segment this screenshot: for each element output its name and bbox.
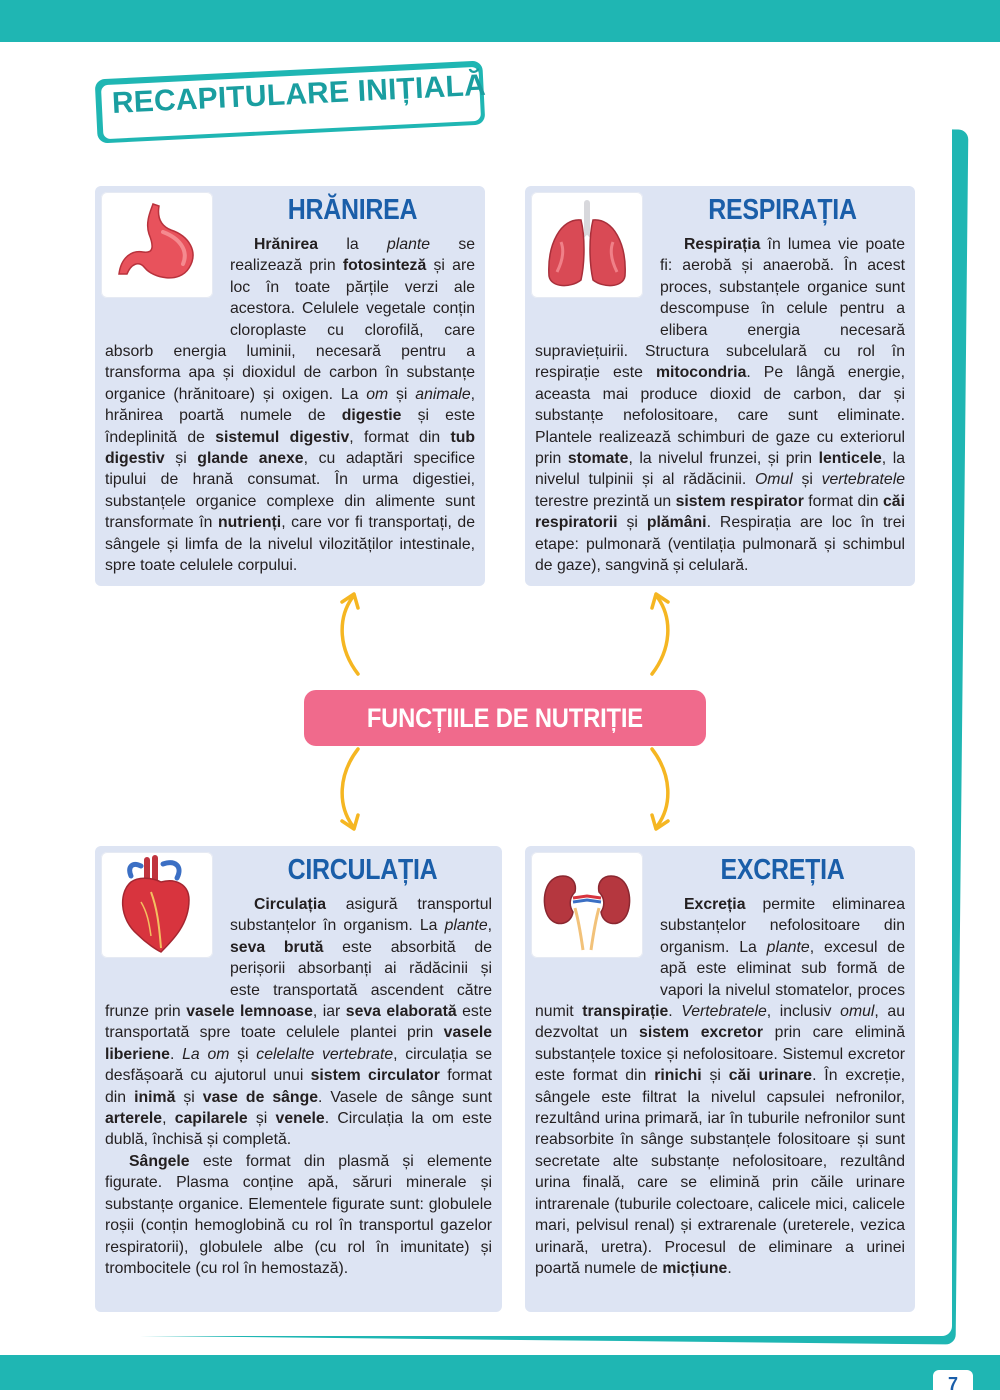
text-run: și [175, 1088, 203, 1106]
text-run: în lumea vie poate fi: aerobă și anaerobă. În acest proces, substanțele organice sunt descompuse în celule pentru a elibera energia necesară supraviețuirii. Structura subcelulară cu rol în respirație este [535, 236, 905, 382]
text-run: nutrienți [218, 514, 282, 532]
text-run: arterele [105, 1110, 163, 1128]
text-run: asigură transportul substanțelor în organism. La [230, 896, 492, 935]
text-run: , [487, 917, 492, 935]
arrow-down-left-icon [330, 745, 370, 835]
text-run: format din [105, 1067, 492, 1106]
text-run: seva elaborată [345, 1003, 457, 1021]
text-run: animale [415, 385, 471, 403]
text-run: digestie [341, 407, 402, 425]
text-run: . Respirația are loc în trei etape: pulmonară (ventilația pulmonară și schimbul de gaze), sangvină și celulară. [535, 514, 905, 575]
text-run: Respirația [684, 236, 761, 253]
text-run: căi respiratorii [535, 492, 905, 532]
text-run: stomate [567, 450, 629, 468]
card-title: HRĂNIREA [287, 194, 418, 226]
float-spacer [105, 894, 230, 982]
text-run: , au dezvoltat un [535, 1003, 905, 1042]
text-run: celelalte vertebrate [256, 1045, 394, 1063]
card-excretia [525, 846, 915, 1312]
text-run: . Circulația la om este dublă, închisă și completă. [105, 1110, 493, 1149]
text-run: tub digestiv [105, 428, 475, 468]
text-run: rinichi [654, 1067, 702, 1085]
text-run: , format din [349, 428, 451, 446]
text-run: , hrănirea poartă numele de [105, 385, 475, 425]
text-run: , cu adaptări specifice tipului de hrană consumat. În urma digestiei, substanțele organice complexe din alimente sunt transformate în [105, 450, 475, 532]
float-spacer [105, 234, 230, 322]
text-run: și [792, 471, 822, 489]
text-run: și [229, 1045, 257, 1063]
text-run: format din [803, 492, 884, 510]
text-run: . [169, 1045, 183, 1063]
card-title: RESPIRAȚIA [708, 194, 857, 226]
float-spacer [535, 234, 660, 322]
text-run: lenticele [818, 450, 882, 468]
text-run: căi urinare [728, 1067, 813, 1085]
text-run: și [247, 1110, 276, 1128]
text-run: Vertebratele [681, 1003, 767, 1021]
text-run: omul [840, 1003, 875, 1021]
text-run: este format din plasmă și elemente figurate. Plasma conține apă, săruri minerale și substanțe organice. Elementele figurate sunt: globulele roșii (conțin hemoglobină cu rol în transportul gazelor respiratorii), globulele albe (cu rol în imunitate) și trombocitele (cu rol în hemostază). [105, 1152, 492, 1277]
text-run: La om [182, 1045, 230, 1063]
card-body [535, 234, 905, 577]
text-run: , inclusiv [766, 1003, 841, 1021]
text-run: plante [386, 236, 431, 253]
text-run: , la nivelul tulpinii și al rădăcinii. [535, 450, 905, 489]
top-band [0, 0, 1000, 42]
text-run: este absorbită de perișorii absorbanți ai rădăcinii și este transportată ascendent către frunze prin [105, 938, 492, 1021]
text-run: Hrănirea [254, 236, 319, 253]
text-run: Omul [755, 471, 793, 489]
card-hranirea [95, 186, 485, 586]
text-run: . [727, 1259, 732, 1277]
text-run: și are loc în toate părțile verzi ale acestora. Celulele vegetale conțin cloroplaste cu clorofilă, care absorb energia luminii, necesară pentru a transforma apa și dioxidul de carbon în substanțe organice (hrănitoare) și oxigen. La [105, 257, 475, 403]
text-run: Circulația [254, 896, 326, 913]
bottom-band [0, 1355, 1000, 1390]
text-run: vasele liberiene [105, 1024, 492, 1063]
float-spacer [535, 894, 660, 982]
text-run: permite eliminarea substanțelor nefolositoare din organism. La [660, 896, 905, 956]
text-run: sistem excretor [639, 1024, 764, 1042]
text-run: fotosinteză [342, 257, 427, 275]
text-run: . În excreție, sângele este filtrat la nivelul capsulei nefronilor, rezultând urina primară, iar în tuburile nefronilor sunt reabsorbite în sânge substanțele folositoare și sunt secretate alte substanțe nefolositoare, rezultând urina finală, care se elimină prin căile urinare intrarenale (tuburile colectoare, calicele mici, calicele mari, pelvisul renal) și extrarenale (ureterele, vezica urinară, uretra). Procesul de eliminare a urinei poartă numele de [535, 1067, 906, 1277]
text-run: sistemul digestiv [215, 428, 350, 446]
paragraph [105, 1151, 492, 1279]
text-run: capilarele [174, 1110, 248, 1128]
text-run: plămâni [646, 514, 707, 532]
text-run: și [617, 514, 647, 532]
text-run: , care vor fi transportați, de sângele și limfa de la nivelul vilozităților intestinale, spre toate celulele corpului. [105, 514, 476, 575]
center-label [304, 690, 706, 746]
text-run: este transportată spre toate celulele plantei prin [105, 1003, 492, 1042]
card-body [535, 894, 905, 1279]
text-run: seva brută [230, 938, 324, 956]
text-run: transpirație [582, 1003, 669, 1021]
text-run: . [668, 1003, 682, 1021]
text-run: terestre prezintă un [535, 492, 676, 510]
text-run: Excreția [684, 896, 746, 913]
text-run: vase de sânge [202, 1088, 319, 1106]
card-respiratia [525, 186, 915, 586]
text-run: inimă [134, 1088, 176, 1106]
text-run: și [164, 450, 198, 468]
text-run: la [318, 236, 387, 253]
text-run: , la nivelul frunzei, și prin [628, 450, 819, 468]
text-run: , circulația se desfășoară cu ajutorul unui [105, 1045, 493, 1085]
text-run: și [388, 385, 416, 403]
text-run: , [162, 1110, 175, 1128]
text-run: om [366, 385, 389, 403]
text-run: micțiune [662, 1259, 728, 1277]
card-title: CIRCULAȚIA [287, 854, 438, 886]
page-title: RECAPITULARE INIȚIALĂ [111, 68, 487, 120]
arrow-down-right-icon [640, 745, 680, 835]
text-run: și este îndeplinită de [105, 407, 476, 446]
text-run: sistem circulator [310, 1067, 440, 1085]
text-run: se realizează prin [230, 236, 475, 275]
text-run: sistem respirator [675, 492, 804, 510]
center-label-text: FUNCȚIILE DE NUTRIȚIE [366, 703, 644, 733]
text-run: prin care elimină substanțele toxice și nefolositoare. Sistemul excretor este format din [535, 1024, 905, 1085]
arrow-up-left-icon [330, 588, 370, 678]
text-run: . Vasele de sânge sunt [318, 1088, 493, 1106]
text-run: mitocondria [655, 364, 747, 382]
text-run: . Pe lângă energie, aceasta mai produce dioxid de carbon, dar și substanțe nefolositoare, care sunt eliminate. Plantele realizează schimburi de gaze cu exteriorul prin [535, 364, 905, 468]
card-title: EXCREȚIA [720, 854, 845, 886]
text-run: plante [766, 938, 810, 956]
card-body [105, 234, 475, 577]
card-body [105, 894, 492, 1279]
card-circulatia [95, 846, 502, 1312]
page-number: 7 [947, 1374, 958, 1394]
text-run: vertebratele [821, 471, 906, 489]
text-run: și [701, 1067, 729, 1085]
text-run: , iar [312, 1003, 346, 1021]
text-run: glande anexe [197, 450, 304, 468]
arrow-up-right-icon [640, 588, 680, 678]
text-run: Sângele [129, 1152, 190, 1170]
text-run: , excesul de apă este eliminat sub formă de vapori la nivelul stomatelor, proces numit [535, 938, 905, 1021]
text-run: plante [444, 917, 488, 935]
text-run: venele [275, 1110, 325, 1128]
text-run: vasele lemnoase [186, 1003, 313, 1021]
